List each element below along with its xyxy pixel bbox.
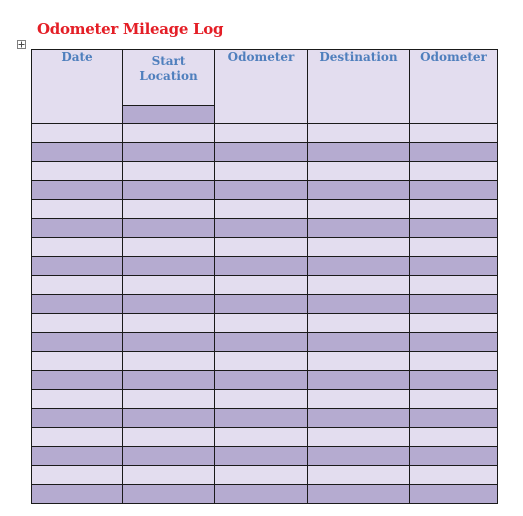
header-odometer-start: Odometer [215,50,308,124]
table-row [32,409,498,428]
table-cell[interactable] [32,428,123,447]
move-cross-icon [18,41,25,48]
table-cell[interactable] [308,162,410,181]
table-cell[interactable] [308,333,410,352]
table-cell[interactable] [215,447,308,466]
table-cell[interactable] [32,219,123,238]
table-cell[interactable] [123,390,215,409]
table-cell[interactable] [308,295,410,314]
table-cell[interactable] [123,257,215,276]
table-body [32,124,498,504]
table-cell[interactable] [410,257,498,276]
table-cell[interactable] [215,257,308,276]
table-cell[interactable] [215,409,308,428]
table-move-handle[interactable] [17,40,26,49]
table-cell[interactable] [410,314,498,333]
table-cell[interactable] [308,257,410,276]
table-cell[interactable] [308,276,410,295]
table-cell[interactable] [410,238,498,257]
table-cell[interactable] [308,371,410,390]
table-row [32,276,498,295]
table-cell[interactable] [123,124,215,143]
table-cell[interactable] [215,371,308,390]
table-cell[interactable] [308,181,410,200]
table-cell[interactable] [32,181,123,200]
header-odometer-end: Odometer [410,50,498,124]
header-start-location-subcell[interactable] [123,105,214,123]
table-row [32,143,498,162]
table-row [32,314,498,333]
header-start-location [123,50,215,124]
table-row [32,466,498,485]
table-cell[interactable] [410,428,498,447]
table-cell[interactable] [215,314,308,333]
table-cell[interactable] [32,447,123,466]
table-cell[interactable] [215,200,308,219]
table-cell[interactable] [308,485,410,504]
table-cell[interactable] [308,143,410,162]
table-row [32,352,498,371]
table-cell[interactable] [123,143,215,162]
table-cell[interactable] [308,238,410,257]
table-row [32,181,498,200]
table-cell[interactable] [215,181,308,200]
table-cell[interactable] [123,219,215,238]
table-cell[interactable] [410,219,498,238]
table-header-row [32,50,498,124]
table-row [32,333,498,352]
table-cell[interactable] [215,238,308,257]
table-cell[interactable] [32,238,123,257]
header-start-location-label [123,50,214,105]
table-cell[interactable] [32,314,123,333]
table-cell[interactable] [410,466,498,485]
mileage-log-table [31,49,498,504]
table-cell[interactable] [308,466,410,485]
table-cell[interactable] [32,200,123,219]
table-cell[interactable] [123,295,215,314]
table-cell[interactable] [308,219,410,238]
table-row [32,390,498,409]
table-cell[interactable] [123,371,215,390]
table-cell[interactable] [32,143,123,162]
table-cell[interactable] [32,352,123,371]
table-cell[interactable] [32,371,123,390]
table-cell[interactable] [308,447,410,466]
table-cell[interactable] [32,390,123,409]
table-row [32,162,498,181]
table-cell[interactable] [123,447,215,466]
table-cell[interactable] [410,124,498,143]
table-cell[interactable] [308,352,410,371]
table-cell[interactable] [123,181,215,200]
table-cell[interactable] [123,466,215,485]
table-cell[interactable] [410,143,498,162]
table-cell[interactable] [123,200,215,219]
table-cell[interactable] [32,257,123,276]
table-cell[interactable] [123,276,215,295]
table-cell[interactable] [410,200,498,219]
table-cell[interactable] [215,466,308,485]
header-destination: Destination [308,50,410,124]
table-cell[interactable] [32,295,123,314]
table-cell[interactable] [410,352,498,371]
table-cell[interactable] [32,333,123,352]
table-cell[interactable] [410,333,498,352]
table-cell[interactable] [123,238,215,257]
table-row [32,447,498,466]
table-row [32,124,498,143]
table-cell[interactable] [410,390,498,409]
table-cell[interactable] [123,352,215,371]
table-row [32,371,498,390]
table-cell[interactable] [32,124,123,143]
table-cell[interactable] [32,409,123,428]
table-row [32,238,498,257]
table-row [32,428,498,447]
table-cell[interactable] [32,162,123,181]
table-cell[interactable] [215,428,308,447]
table-cell[interactable] [123,409,215,428]
table-cell[interactable] [410,447,498,466]
table-cell[interactable] [123,485,215,504]
table-cell[interactable] [308,428,410,447]
header-date: Date [32,50,123,124]
table-cell[interactable] [308,314,410,333]
table-cell[interactable] [308,200,410,219]
document-title: Odometer Mileage Log [37,20,224,38]
table-cell[interactable] [410,409,498,428]
table-cell[interactable] [215,162,308,181]
table-row [32,485,498,504]
header-start-location-text: Start Location [139,54,198,83]
table-cell[interactable] [215,390,308,409]
table-row [32,200,498,219]
table-cell[interactable] [308,124,410,143]
table-cell[interactable] [215,124,308,143]
table-cell[interactable] [215,219,308,238]
table-cell[interactable] [410,371,498,390]
table-cell[interactable] [123,314,215,333]
table-cell[interactable] [308,409,410,428]
table-row [32,257,498,276]
table-cell[interactable] [410,276,498,295]
table-cell[interactable] [32,276,123,295]
table-cell[interactable] [32,466,123,485]
table-cell[interactable] [410,485,498,504]
table-cell[interactable] [123,162,215,181]
table-cell[interactable] [215,485,308,504]
table-cell[interactable] [410,295,498,314]
table-cell[interactable] [123,333,215,352]
table-cell[interactable] [32,485,123,504]
table-cell[interactable] [215,295,308,314]
table-row [32,219,498,238]
table-cell[interactable] [215,352,308,371]
table-cell[interactable] [215,143,308,162]
table-cell[interactable] [215,276,308,295]
table-row [32,295,498,314]
table-cell[interactable] [410,162,498,181]
table-cell[interactable] [410,181,498,200]
table-cell[interactable] [215,333,308,352]
table-cell[interactable] [123,428,215,447]
table-cell[interactable] [308,390,410,409]
